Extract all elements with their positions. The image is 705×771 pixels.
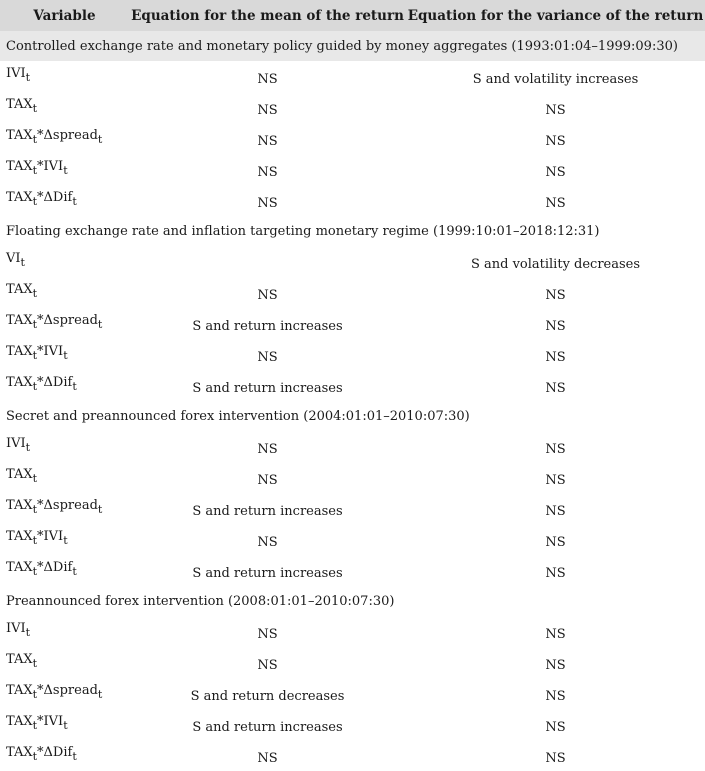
variable-suffix: *Δspread [37, 683, 98, 698]
variance-result: NS [545, 196, 566, 211]
variable-cell [0, 740, 129, 771]
variable-name: TAX [6, 683, 33, 698]
variance-result: NS [545, 442, 566, 457]
mean-result: NS [257, 288, 278, 303]
mean-result: NS [257, 134, 278, 149]
variable-subscript: t [32, 318, 38, 331]
variable-name: TAX [6, 344, 33, 359]
variable-subscript-2: t [97, 133, 103, 146]
variable-subscript: t [32, 534, 38, 547]
variable-suffix: *IVI [37, 344, 64, 359]
variance-result: NS [545, 689, 566, 704]
variable-subscript: t [25, 626, 31, 639]
variance-result: NS [545, 751, 566, 766]
variable-cell [0, 555, 129, 586]
variable-name: TAX [6, 190, 33, 205]
mean-result: NS [257, 350, 278, 365]
variable-cell [0, 339, 129, 370]
table-row [0, 61, 705, 92]
variance-result: S and volatility decreases [470, 257, 641, 272]
mean-result: S and return increases [192, 720, 343, 735]
variable-subscript-2: t [97, 318, 103, 331]
mean-result: NS [257, 627, 278, 642]
table-header-row [0, 0, 705, 31]
section-row [0, 31, 705, 61]
variable-subscript: t [32, 565, 38, 578]
table-row [0, 709, 705, 740]
variance-result: NS [545, 319, 566, 334]
variable-cell [0, 462, 129, 493]
variable-cell [0, 123, 129, 154]
mean-result [129, 246, 406, 277]
mean-result: S and return increases [192, 381, 343, 396]
variable-subscript-2: t [63, 349, 68, 362]
variable-subscript-2: t [72, 750, 77, 763]
variable-name: TAX [6, 159, 33, 174]
variable-name: TAX [6, 714, 33, 729]
variable-cell [0, 431, 129, 462]
variable-name: TAX [6, 467, 33, 482]
section-title: Controlled exchange rate and monetary policy guided by money aggregates (1993:01:04–1999:09:30) [6, 38, 678, 54]
variable-suffix: *ΔDif [37, 745, 73, 760]
table-row [0, 123, 705, 154]
variable-name: IVI [6, 621, 26, 636]
variable-subscript: t [32, 349, 38, 362]
variable-cell [0, 185, 129, 216]
variance-result: NS [545, 504, 566, 519]
variance-result: NS [545, 350, 566, 365]
variable-suffix: *IVI [37, 714, 64, 729]
variable-name: TAX [6, 282, 33, 297]
variable-subscript-2: t [97, 503, 103, 516]
table-row [0, 616, 705, 647]
variance-result: NS [545, 720, 566, 735]
variable-cell [0, 524, 129, 555]
mean-result: S and return increases [192, 566, 343, 581]
table-row [0, 154, 705, 185]
mean-result: S and return decreases [190, 689, 345, 704]
table-row [0, 493, 705, 524]
variable-subscript: t [32, 380, 38, 393]
variable-subscript: t [32, 287, 38, 300]
variable-name: TAX [6, 745, 33, 760]
table-row [0, 431, 705, 462]
variable-subscript-2: t [72, 195, 77, 208]
table-row [0, 678, 705, 709]
section-title: Preannounced forex intervention (2008:01:01–2010:07:30) [6, 593, 395, 609]
variable-suffix: *ΔDif [37, 190, 73, 205]
variable-cell [0, 246, 129, 277]
table-row [0, 339, 705, 370]
table-row [0, 185, 705, 216]
section-row [0, 401, 705, 431]
mean-result: NS [257, 442, 278, 457]
variable-cell [0, 277, 129, 308]
variable-name: TAX [6, 498, 33, 513]
variance-result: NS [545, 658, 566, 673]
table-row [0, 92, 705, 123]
variance-result: NS [545, 134, 566, 149]
variable-name: TAX [6, 313, 33, 328]
variable-subscript: t [32, 503, 38, 516]
variable-suffix: *IVI [37, 159, 64, 174]
mean-result: S and return increases [192, 504, 343, 519]
mean-result: NS [257, 103, 278, 118]
variance-result: NS [545, 627, 566, 642]
mean-result: NS [257, 473, 278, 488]
table-row [0, 277, 705, 308]
table-row [0, 524, 705, 555]
mean-result: S and return increases [192, 319, 343, 334]
variable-name: VI [6, 251, 21, 266]
variable-subscript: t [32, 688, 38, 701]
mean-result: NS [257, 751, 278, 766]
table-row [0, 370, 705, 401]
variable-cell [0, 308, 129, 339]
variable-cell [0, 678, 129, 709]
variable-subscript: t [20, 256, 25, 269]
variable-subscript: t [32, 719, 38, 732]
variable-cell [0, 61, 129, 92]
variance-result: NS [545, 381, 566, 396]
variable-suffix: *Δspread [37, 128, 98, 143]
variable-cell [0, 92, 129, 123]
table-row [0, 246, 705, 277]
section-title: Floating exchange rate and inflation targeting monetary regime (1999:10:01–2018:12:31) [6, 223, 600, 239]
variable-subscript-2: t [72, 565, 77, 578]
section-title: Secret and preannounced forex intervention (2004:01:01–2010:07:30) [6, 408, 470, 424]
variable-name: TAX [6, 560, 33, 575]
table-row [0, 647, 705, 678]
variable-subscript: t [32, 750, 38, 763]
variable-subscript-2: t [63, 164, 68, 177]
variable-suffix: *ΔDif [37, 375, 73, 390]
header-mean-equation: Equation for the mean of the return [131, 7, 404, 24]
variance-result: NS [545, 165, 566, 180]
section-row [0, 586, 705, 616]
section-row [0, 216, 705, 246]
variable-subscript: t [32, 102, 38, 115]
table-row [0, 740, 705, 771]
mean-result: NS [257, 535, 278, 550]
variable-suffix: *IVI [37, 529, 64, 544]
variable-subscript-2: t [72, 380, 77, 393]
variable-name: IVI [6, 66, 26, 81]
variable-suffix: *Δspread [37, 498, 98, 513]
variable-subscript: t [25, 71, 31, 84]
variable-subscript: t [32, 472, 38, 485]
mean-result: NS [257, 165, 278, 180]
mean-result: NS [257, 72, 278, 87]
variable-subscript: t [32, 164, 38, 177]
variable-cell [0, 370, 129, 401]
variance-result: NS [545, 473, 566, 488]
variance-result: NS [545, 535, 566, 550]
variable-subscript: t [32, 657, 38, 670]
variable-cell [0, 616, 129, 647]
mean-result: NS [257, 196, 278, 211]
variable-name: TAX [6, 128, 33, 143]
variance-result: NS [545, 288, 566, 303]
variable-name: TAX [6, 652, 33, 667]
variable-subscript: t [32, 195, 38, 208]
variable-subscript-2: t [63, 719, 68, 732]
variable-name: TAX [6, 529, 33, 544]
variable-subscript-2: t [63, 534, 68, 547]
mean-result: NS [257, 658, 278, 673]
table-row [0, 308, 705, 339]
variable-cell [0, 154, 129, 185]
variable-name: TAX [6, 97, 33, 112]
variable-name: IVI [6, 436, 26, 451]
table-row [0, 462, 705, 493]
variance-result: NS [545, 103, 566, 118]
variable-cell [0, 493, 129, 524]
header-variance-equation: Equation for the variance of the return [407, 7, 704, 24]
variable-cell [0, 709, 129, 740]
header-variable: Variable [33, 7, 96, 24]
table-row [0, 555, 705, 586]
variable-cell [0, 647, 129, 678]
variance-result: S and volatility increases [472, 72, 639, 87]
variable-suffix: *ΔDif [37, 560, 73, 575]
variance-result: NS [545, 566, 566, 581]
variable-suffix: *Δspread [37, 313, 98, 328]
variable-subscript: t [32, 133, 38, 146]
variable-name: TAX [6, 375, 33, 390]
variable-subscript: t [25, 441, 31, 454]
variable-subscript-2: t [97, 688, 103, 701]
